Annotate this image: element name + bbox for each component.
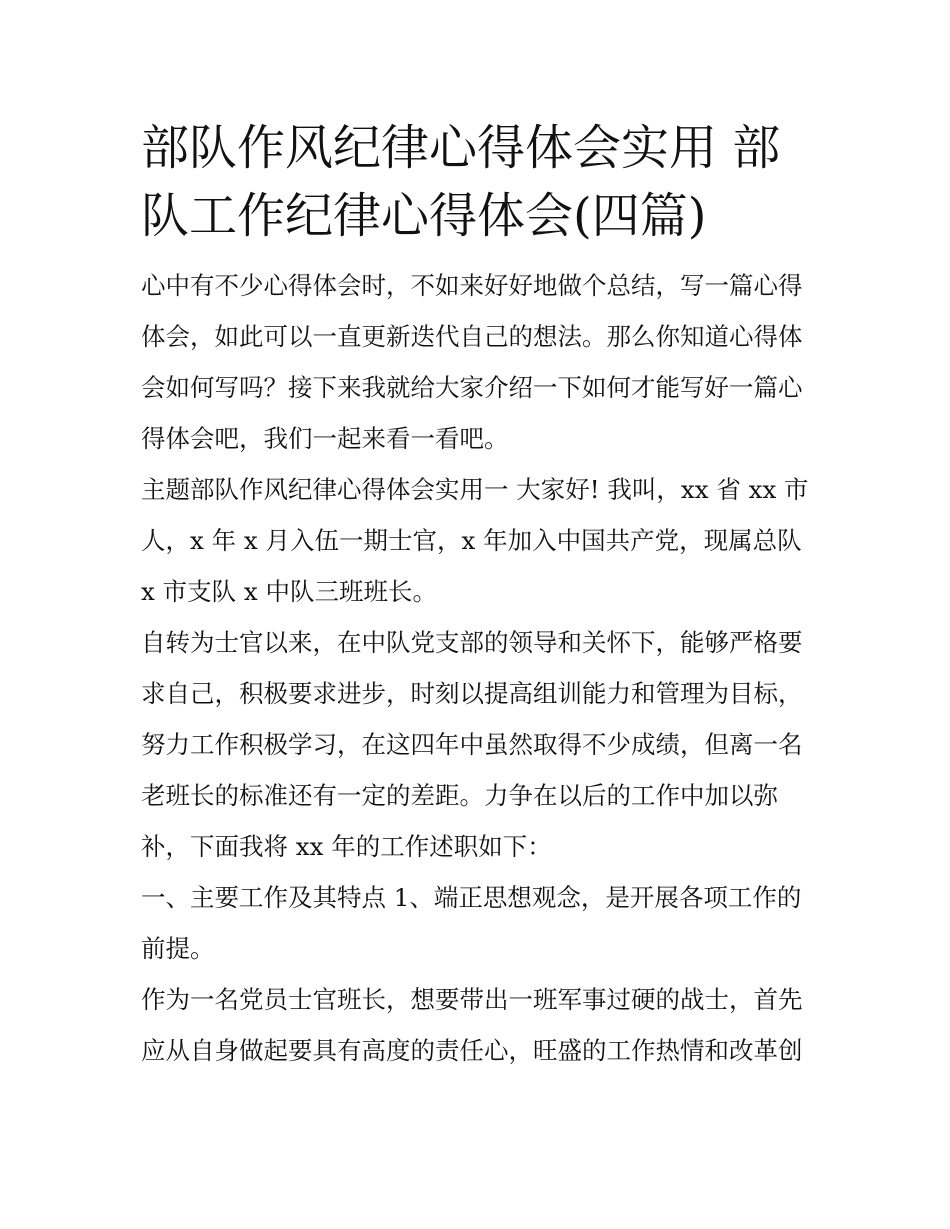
document-content: [141, 114, 816, 1076]
document-body: [141, 260, 816, 1076]
paragraph-body: 作为一名党员士官班长，想要带出一班军事过硬的战士，首先应从自身做起要具有高度的责任心，旺盛的工作热情和改革创: [141, 985, 803, 1065]
paragraph-section-heading: 一、主要工作及其特点 1、端正思想观念，是开展各项工作的前提。: [141, 883, 802, 963]
paragraph-intro: 心中有不少心得体会时，不如来好好地做个总结，写一篇心得体会，如此可以一直更新迭代自己的想法。那么你知道心得体会如何写吗？接下来我就给大家介绍一下如何才能写好一篇心得体会吧，我们一起来看一看吧。: [141, 271, 803, 453]
document-title: 部队作风纪律心得体会实用 部队工作纪律心得体会(四篇): [141, 120, 781, 244]
paragraph-self-introduction: 主题部队作风纪律心得体会实用一 大家好! 我叫，xx 省 xx 市人，x 年 x 月入伍一期士官，x 年加入中国共产党，现属总队 x 市支队 x 中队三班班长。: [141, 475, 809, 606]
paragraph-summary: 自转为士官以来，在中队党支部的领导和关怀下，能够严格要求自己，积极要求进步，时刻以提高组训能力和管理为目标，努力工作积极学习，在这四年中虽然取得不少成绩，但离一名老班长的标准还有一定的差距。力争在以后的工作中加以弥补，下面我将 xx 年的工作述职如下：: [141, 628, 803, 861]
